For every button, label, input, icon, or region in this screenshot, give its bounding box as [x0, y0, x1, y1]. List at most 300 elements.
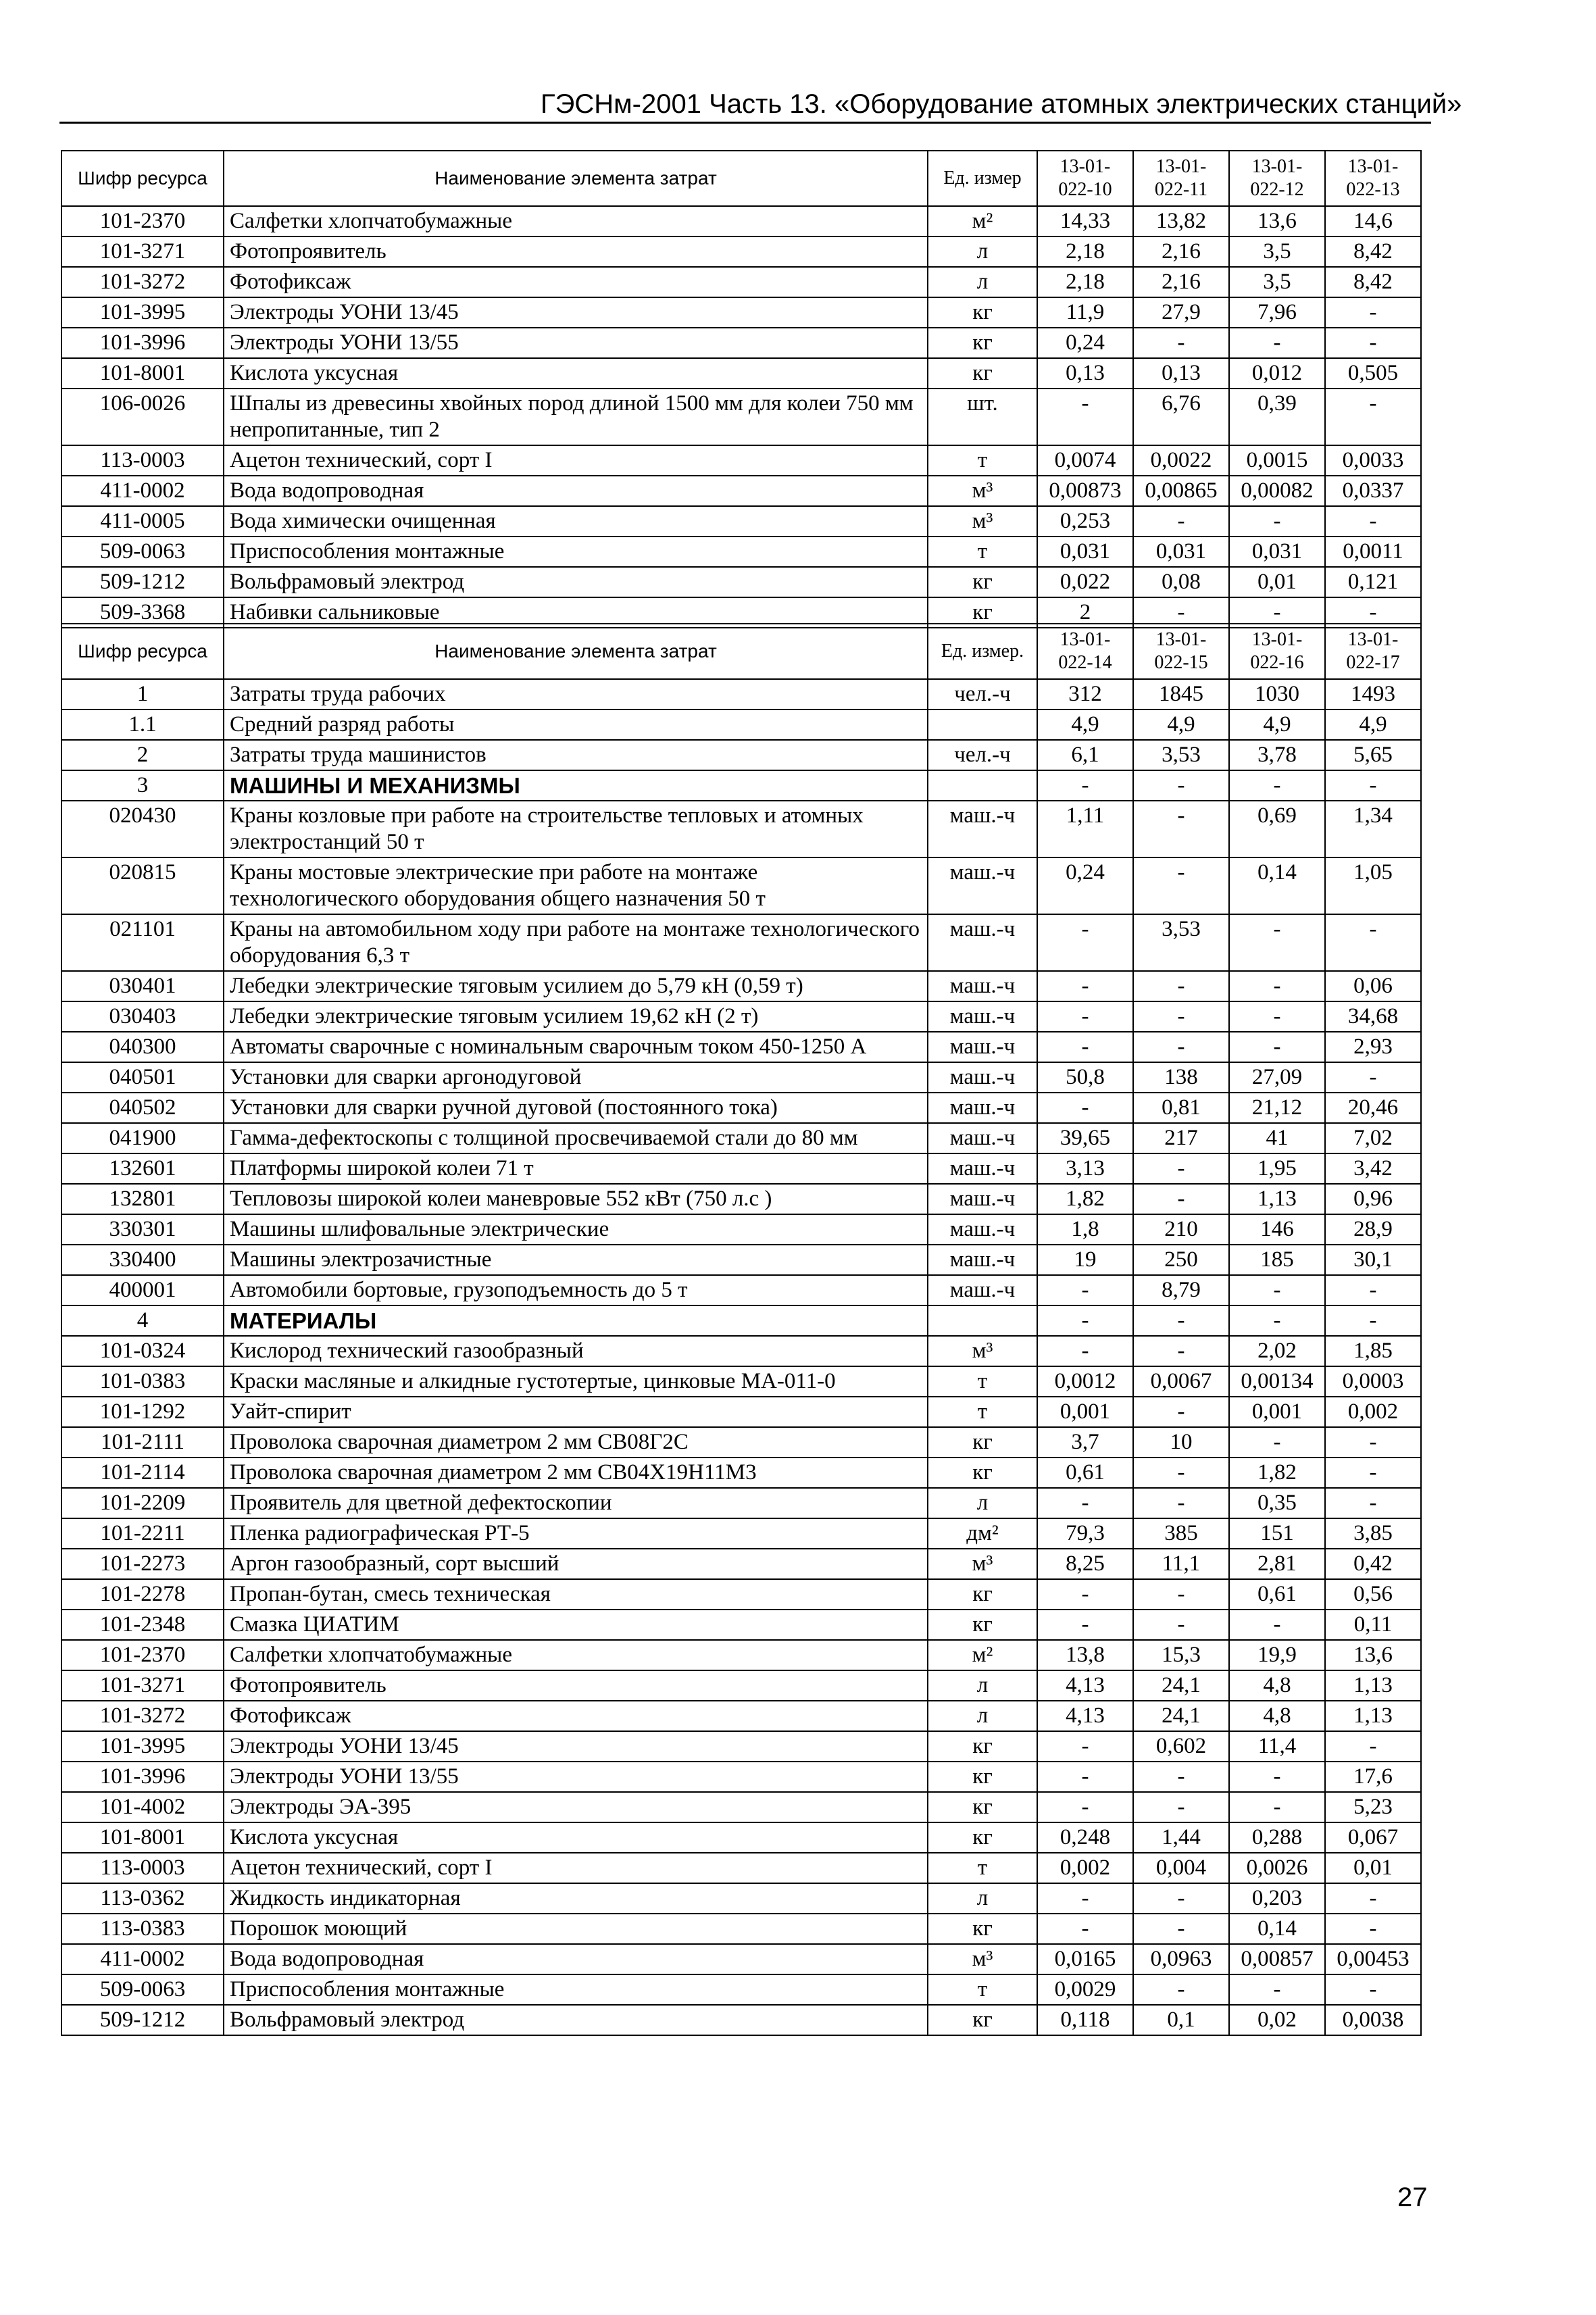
resource-name: Платформы широкой колеи 71 т [224, 1153, 928, 1184]
unit-cell [928, 710, 1037, 740]
unit-cell: маш.-ч [928, 801, 1037, 857]
value-cell: 1,13 [1229, 1184, 1325, 1214]
unit-cell: кг [928, 358, 1037, 389]
value-cell: 17,6 [1325, 1762, 1421, 1792]
value-cell: - [1133, 1914, 1229, 1944]
unit-cell: кг [928, 597, 1037, 628]
value-cell: - [1325, 1731, 1421, 1762]
value-cell: 8,42 [1325, 237, 1421, 267]
table-row [61, 445, 1421, 476]
value-cell: - [1037, 1883, 1133, 1914]
col-header-unit: Ед. измер. [928, 624, 1037, 679]
value-cell: - [1037, 1731, 1133, 1762]
unit-cell: л [928, 237, 1037, 267]
unit-cell: маш.-ч [928, 1062, 1037, 1093]
table-row [61, 328, 1421, 358]
unit-cell: л [928, 267, 1037, 297]
resource-code: 113-0003 [61, 445, 224, 476]
value-cell: 1030 [1229, 679, 1325, 710]
resource-name: Затраты труда машинистов [224, 740, 928, 770]
table-row [61, 1944, 1421, 1974]
value-cell: - [1229, 1032, 1325, 1062]
value-cell: 1,8 [1037, 1214, 1133, 1245]
value-cell: 3,53 [1133, 740, 1229, 770]
value-cell: - [1133, 770, 1229, 801]
resource-name: Установки для сварки аргонодуговой [224, 1062, 928, 1093]
value-cell: 0,012 [1229, 358, 1325, 389]
value-cell: - [1229, 1974, 1325, 2005]
resource-code: 101-2273 [61, 1549, 224, 1579]
resource-name: Кислота уксусная [224, 358, 928, 389]
value-cell: 0,248 [1037, 1822, 1133, 1853]
table-row [61, 740, 1421, 770]
unit-cell: маш.-ч [928, 857, 1037, 914]
unit-cell: м³ [928, 476, 1037, 506]
resource-code: 101-2209 [61, 1488, 224, 1518]
value-cell: 0,203 [1229, 1883, 1325, 1914]
value-cell: 14,6 [1325, 206, 1421, 237]
col-header-name: Наименование элемента затрат [224, 624, 928, 679]
resource-code: 040300 [61, 1032, 224, 1062]
resource-code: 101-2111 [61, 1427, 224, 1458]
resource-code: 411-0002 [61, 476, 224, 506]
unit-cell: шт. [928, 389, 1037, 445]
col-header-name: Наименование элемента затрат [224, 151, 928, 206]
unit-cell: м³ [928, 1336, 1037, 1366]
resource-code: 113-0003 [61, 1853, 224, 1883]
value-cell: 146 [1229, 1214, 1325, 1245]
value-cell: - [1133, 1397, 1229, 1427]
value-cell: 0,031 [1229, 537, 1325, 567]
value-cell: 250 [1133, 1245, 1229, 1275]
value-cell: 4,9 [1229, 710, 1325, 740]
col-header-norm: 13-01-022-16 [1229, 624, 1325, 679]
resource-code: 509-0063 [61, 537, 224, 567]
value-cell: - [1133, 801, 1229, 857]
unit-cell: кг [928, 1579, 1037, 1610]
value-cell: 13,8 [1037, 1640, 1133, 1670]
unit-cell: т [928, 445, 1037, 476]
value-cell: - [1325, 1488, 1421, 1518]
value-cell: 0,39 [1229, 389, 1325, 445]
value-cell: 0,022 [1037, 567, 1133, 597]
value-cell: 0,002 [1037, 1853, 1133, 1883]
value-cell: 7,02 [1325, 1123, 1421, 1153]
resource-name: Порошок моющий [224, 1914, 928, 1944]
value-cell: 1845 [1133, 679, 1229, 710]
resource-name: Фотопроявитель [224, 237, 928, 267]
value-cell: 11,9 [1037, 297, 1133, 328]
resource-code: 2 [61, 740, 224, 770]
value-cell: - [1133, 1458, 1229, 1488]
value-cell: 4,13 [1037, 1701, 1133, 1731]
table-row [61, 1914, 1421, 1944]
value-cell: 385 [1133, 1518, 1229, 1549]
value-cell: 24,1 [1133, 1670, 1229, 1701]
resource-name: Электроды УОНИ 13/55 [224, 328, 928, 358]
value-cell: - [1037, 971, 1133, 1001]
unit-cell: л [928, 1701, 1037, 1731]
value-cell: 0,08 [1133, 567, 1229, 597]
table-row [61, 1670, 1421, 1701]
value-cell: 0,253 [1037, 506, 1133, 537]
resource-code: 021101 [61, 914, 224, 971]
resource-code: 101-1292 [61, 1397, 224, 1427]
resource-name: Электроды УОНИ 13/45 [224, 1731, 928, 1762]
value-cell: - [1037, 770, 1133, 801]
value-cell: 2,18 [1037, 267, 1133, 297]
table-row [61, 857, 1421, 914]
value-cell: 0,00082 [1229, 476, 1325, 506]
resource-code: 113-0362 [61, 1883, 224, 1914]
value-cell: 312 [1037, 679, 1133, 710]
resource-name: Краски масляные и алкидные густотертые, цинковые МА-011-0 [224, 1366, 928, 1397]
value-cell: 0,118 [1037, 2005, 1133, 2035]
resource-name: МАТЕРИАЛЫ [224, 1305, 928, 1336]
table-row [61, 537, 1421, 567]
table-row [61, 1488, 1421, 1518]
resource-name: Проволока сварочная диаметром 2 мм СВ04Х19Н11М3 [224, 1458, 928, 1488]
value-cell: 0,0029 [1037, 1974, 1133, 2005]
resource-code: 040502 [61, 1093, 224, 1123]
value-cell: 0,00865 [1133, 476, 1229, 506]
value-cell: 0,13 [1037, 358, 1133, 389]
value-cell: 2,16 [1133, 267, 1229, 297]
value-cell: 0,00873 [1037, 476, 1133, 506]
unit-cell: кг [928, 1731, 1037, 1762]
table-body-2 [61, 679, 1421, 2035]
unit-cell: маш.-ч [928, 1032, 1037, 1062]
value-cell: - [1133, 328, 1229, 358]
table-row [61, 801, 1421, 857]
value-cell: - [1133, 1974, 1229, 2005]
unit-cell: т [928, 1974, 1037, 2005]
table-row [61, 237, 1421, 267]
value-cell: - [1133, 1579, 1229, 1610]
value-cell: 2 [1037, 597, 1133, 628]
value-cell: 0,06 [1325, 971, 1421, 1001]
value-cell: - [1325, 1974, 1421, 2005]
unit-cell: м³ [928, 1944, 1037, 1974]
value-cell: 20,46 [1325, 1093, 1421, 1123]
value-cell: 2,81 [1229, 1549, 1325, 1579]
table-row [61, 1762, 1421, 1792]
value-cell: 11,1 [1133, 1549, 1229, 1579]
value-cell: 0,001 [1037, 1397, 1133, 1427]
table-row [61, 1640, 1421, 1670]
value-cell: 34,68 [1325, 1001, 1421, 1032]
value-cell: 151 [1229, 1518, 1325, 1549]
value-cell: 2,93 [1325, 1032, 1421, 1062]
value-cell: - [1133, 1883, 1229, 1914]
col-header-code: Шифр ресурса [61, 624, 224, 679]
value-cell: 0,11 [1325, 1610, 1421, 1640]
value-cell: 0,602 [1133, 1731, 1229, 1762]
table-row [61, 1883, 1421, 1914]
value-cell: 0,42 [1325, 1549, 1421, 1579]
resource-name: Аргон газообразный, сорт высший [224, 1549, 928, 1579]
value-cell: 0,0165 [1037, 1944, 1133, 1974]
page-header: ГЭСНм-2001 Часть 13. «Оборудование атомных электрических станций» [541, 89, 1462, 119]
resource-code: 132801 [61, 1184, 224, 1214]
value-cell: 0,0074 [1037, 445, 1133, 476]
table-row [61, 710, 1421, 740]
resource-name: Автоматы сварочные с номинальным сварочным током 450-1250 А [224, 1032, 928, 1062]
value-cell: 7,96 [1229, 297, 1325, 328]
unit-cell: кг [928, 1792, 1037, 1822]
table-row [61, 1275, 1421, 1305]
value-cell: 0,0022 [1133, 445, 1229, 476]
table-body-1 [61, 206, 1421, 628]
value-cell: - [1037, 389, 1133, 445]
value-cell: - [1229, 1275, 1325, 1305]
header-rule [59, 122, 1431, 124]
resource-code: 101-3272 [61, 1701, 224, 1731]
unit-cell [928, 770, 1037, 801]
value-cell: 1,13 [1325, 1670, 1421, 1701]
value-cell: 19,9 [1229, 1640, 1325, 1670]
resource-code: 101-8001 [61, 358, 224, 389]
value-cell: 185 [1229, 1245, 1325, 1275]
resource-name: Средний разряд работы [224, 710, 928, 740]
value-cell: 3,53 [1133, 914, 1229, 971]
value-cell: 0,00134 [1229, 1366, 1325, 1397]
table-row [61, 1062, 1421, 1093]
resource-code: 020815 [61, 857, 224, 914]
value-cell: 4,9 [1133, 710, 1229, 740]
value-cell: 3,5 [1229, 237, 1325, 267]
value-cell: - [1133, 1032, 1229, 1062]
resource-name: Электроды ЭА-395 [224, 1792, 928, 1822]
resource-code: 1.1 [61, 710, 224, 740]
unit-cell: т [928, 1397, 1037, 1427]
resource-code: 330400 [61, 1245, 224, 1275]
col-header-norm: 13-01-022-11 [1133, 151, 1229, 206]
resource-code: 101-3995 [61, 1731, 224, 1762]
resource-name: Приспособления монтажные [224, 1974, 928, 2005]
value-cell: 1,05 [1325, 857, 1421, 914]
value-cell: - [1229, 328, 1325, 358]
resource-code: 411-0005 [61, 506, 224, 537]
value-cell: 0,24 [1037, 328, 1133, 358]
value-cell: 1,34 [1325, 801, 1421, 857]
table-row [61, 679, 1421, 710]
unit-cell: маш.-ч [928, 1214, 1037, 1245]
value-cell: - [1229, 1001, 1325, 1032]
value-cell: 0,0067 [1133, 1366, 1229, 1397]
value-cell: - [1133, 1001, 1229, 1032]
col-header-unit: Ед. измер [928, 151, 1037, 206]
table-row [61, 1610, 1421, 1640]
resource-name: Вода водопроводная [224, 1944, 928, 1974]
value-cell: 0,61 [1229, 1579, 1325, 1610]
resource-name: Фотофиксаж [224, 267, 928, 297]
value-cell: 41 [1229, 1123, 1325, 1153]
resource-code: 030401 [61, 971, 224, 1001]
unit-cell: маш.-ч [928, 1123, 1037, 1153]
resource-name: Кислота уксусная [224, 1822, 928, 1853]
value-cell: 19 [1037, 1245, 1133, 1275]
value-cell: 0,00857 [1229, 1944, 1325, 1974]
resource-code: 101-3271 [61, 1670, 224, 1701]
value-cell: 1,13 [1325, 1701, 1421, 1731]
value-cell: - [1037, 1610, 1133, 1640]
resource-code: 330301 [61, 1214, 224, 1245]
value-cell: 28,9 [1325, 1214, 1421, 1245]
resource-name: Машины электрозачистные [224, 1245, 928, 1275]
value-cell: - [1325, 389, 1421, 445]
resource-code: 101-3995 [61, 297, 224, 328]
resource-name: Затраты труда рабочих [224, 679, 928, 710]
value-cell: 24,1 [1133, 1701, 1229, 1731]
value-cell: 79,3 [1037, 1518, 1133, 1549]
value-cell: - [1325, 1458, 1421, 1488]
table-row [61, 1458, 1421, 1488]
table-row [61, 770, 1421, 801]
value-cell: - [1325, 1914, 1421, 1944]
table-row [61, 914, 1421, 971]
table-row [61, 1549, 1421, 1579]
value-cell: - [1037, 1914, 1133, 1944]
value-cell: 0,56 [1325, 1579, 1421, 1610]
resource-code: 101-3272 [61, 267, 224, 297]
value-cell: 0,1 [1133, 2005, 1229, 2035]
resource-code: 509-1212 [61, 2005, 224, 2035]
value-cell: 50,8 [1037, 1062, 1133, 1093]
table-row [61, 358, 1421, 389]
resource-name: МАШИНЫ И МЕХАНИЗМЫ [224, 770, 928, 801]
resource-name: Вольфрамовый электрод [224, 2005, 928, 2035]
unit-cell: кг [928, 1762, 1037, 1792]
resource-name: Вода химически очищенная [224, 506, 928, 537]
resource-code: 101-2114 [61, 1458, 224, 1488]
value-cell: 15,3 [1133, 1640, 1229, 1670]
value-cell: 3,78 [1229, 740, 1325, 770]
value-cell: - [1133, 971, 1229, 1001]
value-cell: - [1037, 1488, 1133, 1518]
value-cell: 0,13 [1133, 358, 1229, 389]
value-cell: 1493 [1325, 679, 1421, 710]
table-row [61, 567, 1421, 597]
resource-name: Ацетон технический, сорт I [224, 1853, 928, 1883]
table-row [61, 1822, 1421, 1853]
resource-name: Кислород технический газообразный [224, 1336, 928, 1366]
resource-name: Автомобили бортовые, грузоподъемность до 5 т [224, 1275, 928, 1305]
value-cell: - [1325, 1275, 1421, 1305]
unit-cell: м³ [928, 1549, 1037, 1579]
value-cell: 13,6 [1325, 1640, 1421, 1670]
resource-code: 020430 [61, 801, 224, 857]
unit-cell: маш.-ч [928, 914, 1037, 971]
value-cell: 4,9 [1325, 710, 1421, 740]
resource-name: Ацетон технический, сорт I [224, 445, 928, 476]
value-cell: 0,002 [1325, 1397, 1421, 1427]
col-header-norm: 13-01-022-10 [1037, 151, 1133, 206]
table-row [61, 1153, 1421, 1184]
resource-name: Уайт-спирит [224, 1397, 928, 1427]
table-row [61, 1579, 1421, 1610]
resource-code: 509-3368 [61, 597, 224, 628]
unit-cell: м³ [928, 506, 1037, 537]
resource-code: 101-3996 [61, 1762, 224, 1792]
resource-code: 101-2370 [61, 1640, 224, 1670]
value-cell: - [1133, 506, 1229, 537]
col-header-norm: 13-01-022-17 [1325, 624, 1421, 679]
value-cell: 1,82 [1037, 1184, 1133, 1214]
col-header-norm: 13-01-022-14 [1037, 624, 1133, 679]
value-cell: 0,067 [1325, 1822, 1421, 1853]
value-cell: 0,0003 [1325, 1366, 1421, 1397]
value-cell: - [1229, 1305, 1325, 1336]
value-cell: - [1325, 1883, 1421, 1914]
resource-table-1 [61, 150, 1422, 628]
value-cell: 0,24 [1037, 857, 1133, 914]
value-cell: - [1037, 1579, 1133, 1610]
value-cell: 0,02 [1229, 2005, 1325, 2035]
value-cell: - [1037, 914, 1133, 971]
resource-code: 101-0383 [61, 1366, 224, 1397]
value-cell: 0,0011 [1325, 537, 1421, 567]
value-cell: - [1037, 1032, 1133, 1062]
value-cell: - [1325, 1427, 1421, 1458]
value-cell: - [1229, 914, 1325, 971]
unit-cell: кг [928, 1914, 1037, 1944]
col-header-norm: 13-01-022-12 [1229, 151, 1325, 206]
value-cell: 0,031 [1037, 537, 1133, 567]
unit-cell: чел.-ч [928, 740, 1037, 770]
resource-name: Приспособления монтажные [224, 537, 928, 567]
table-row [61, 206, 1421, 237]
value-cell: 1,82 [1229, 1458, 1325, 1488]
value-cell: 14,33 [1037, 206, 1133, 237]
value-cell: - [1037, 1093, 1133, 1123]
resource-code: 101-2211 [61, 1518, 224, 1549]
value-cell: 0,121 [1325, 567, 1421, 597]
resource-name: Краны мостовые электрические при работе на монтаже технологического оборудования общего назначения 50 т [224, 857, 928, 914]
resource-code: 411-0002 [61, 1944, 224, 1974]
value-cell: 4,13 [1037, 1670, 1133, 1701]
resource-name: Установки для сварки ручной дуговой (постоянного тока) [224, 1093, 928, 1123]
resource-name: Пропан-бутан, смесь техническая [224, 1579, 928, 1610]
value-cell: - [1037, 1275, 1133, 1305]
value-cell: 0,69 [1229, 801, 1325, 857]
table-row [61, 1336, 1421, 1366]
value-cell: 3,7 [1037, 1427, 1133, 1458]
value-cell: 0,01 [1229, 567, 1325, 597]
unit-cell: кг [928, 1458, 1037, 1488]
unit-cell: кг [928, 1427, 1037, 1458]
value-cell: 30,1 [1325, 1245, 1421, 1275]
unit-cell: кг [928, 297, 1037, 328]
value-cell: - [1037, 1792, 1133, 1822]
resource-name: Электроды УОНИ 13/55 [224, 1762, 928, 1792]
resource-code: 101-3996 [61, 328, 224, 358]
value-cell: 0,00453 [1325, 1944, 1421, 1974]
unit-cell: м² [928, 1640, 1037, 1670]
value-cell: 138 [1133, 1062, 1229, 1093]
unit-cell: л [928, 1488, 1037, 1518]
value-cell: - [1325, 597, 1421, 628]
table-row [61, 1184, 1421, 1214]
resource-name: Лебедки электрические тяговым усилием 19,62 кН (2 т) [224, 1001, 928, 1032]
resource-name: Смазка ЦИАТИМ [224, 1610, 928, 1640]
unit-cell: т [928, 1853, 1037, 1883]
value-cell: 21,12 [1229, 1093, 1325, 1123]
value-cell: - [1037, 1336, 1133, 1366]
resource-code: 030403 [61, 1001, 224, 1032]
value-cell: - [1325, 914, 1421, 971]
value-cell: 0,004 [1133, 1853, 1229, 1883]
